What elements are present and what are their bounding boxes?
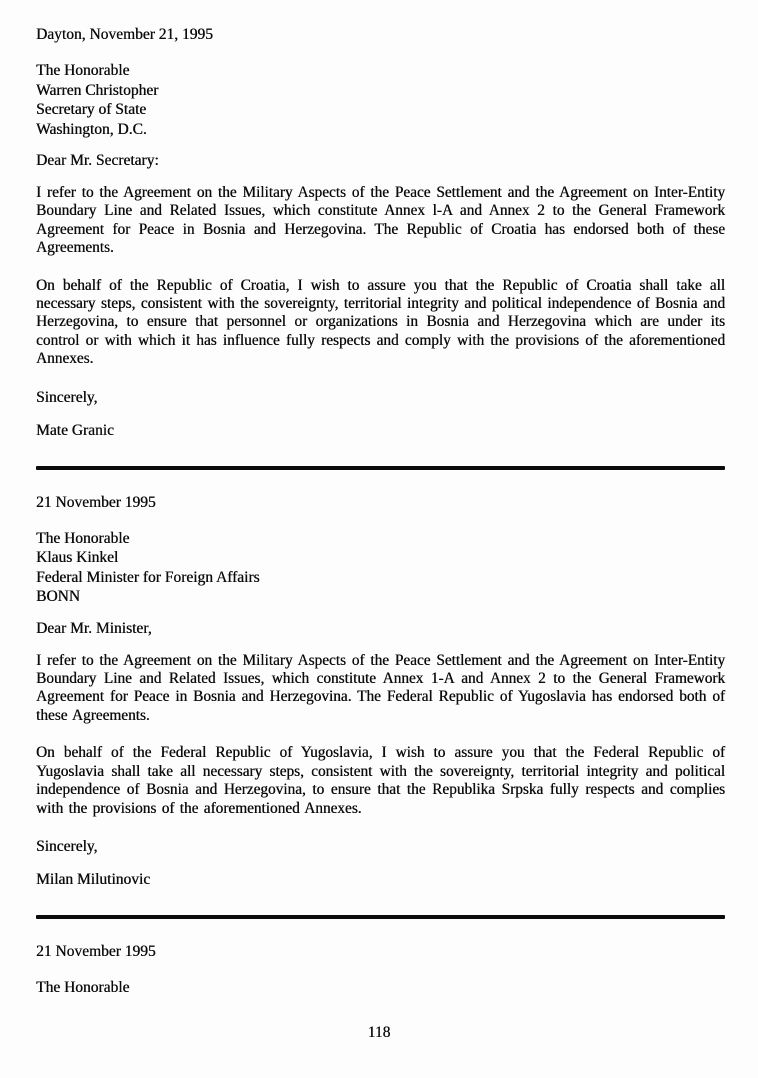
- signature-name: Milan Milutinovic: [36, 870, 151, 888]
- recipient-line: Washington, D.C.: [36, 120, 147, 138]
- recipient-line: Secretary of State: [36, 101, 147, 118]
- letter-yugoslavia: [36, 493, 725, 889]
- recipient-line: The Honorable: [36, 978, 130, 996]
- letter-date: 21 November 1995: [36, 942, 156, 960]
- page-number: 118: [367, 1024, 391, 1041]
- letter-paragraph: On behalf of the Republic of Croatia, I wish to assure you that the Republic of Croatia shall take all necessary steps, consistent with the sovereignty, territorial integrity and political independence of Bosnia and Herzegovina, to ensure that personnel or organizations in Bosnia and Herzegovina which are under its control or with which it has influence fully respects and comply with the provisions of the aforementioned Annexes.: [36, 276, 725, 368]
- closing: Sincerely,: [36, 837, 98, 855]
- letter-paragraph: On behalf of the Federal Republic of Yugoslavia, I wish to assure you that the Federal Republic of Yugoslavia shall take all necessary steps, consistent with the sovereignty, territorial integrity and political independence of Bosnia and Herzegovina, to ensure that the Republika Srpska fully respects and complies with the provisions of the aforementioned Annexes.: [36, 744, 725, 817]
- recipient-line: Federal Minister for Foreign Affairs: [36, 568, 260, 586]
- letter-paragraph: I refer to the Agreement on the Military Aspects of the Peace Settlement and the Agreement on Inter-Entity Boundary Line and Related Issues, which constitute Annex 1-A and Annex 2 to the General Framework Agreement for Peace in Bosnia and Herzegovina. The Federal Republic of Yugoslavia has endorsed both of these Agreements.: [36, 651, 725, 724]
- letter-date: Dayton, November 21, 1995: [36, 26, 213, 43]
- letter-date: 21 November 1995: [36, 493, 156, 511]
- letter-paragraph: I refer to the Agreement on the Military Aspects of the Peace Settlement and the Agreement on Inter-Entity Boundary Line and Related Issues, which constitute Annex l-A and Annex 2 to the General Framework Agreement for Peace in Bosnia and Herzegovina. The Republic of Croatia has endorsed both of these Agreements.: [36, 184, 725, 257]
- recipient-line: The Honorable: [36, 529, 130, 547]
- section-divider: [36, 466, 725, 470]
- letter-croatia: [36, 25, 725, 440]
- recipient-line: Klaus Kinkel: [36, 549, 119, 567]
- closing: Sincerely,: [36, 388, 98, 406]
- recipient-address: [36, 529, 725, 607]
- recipient-line: BONN: [36, 588, 80, 606]
- salutation: Dear Mr. Secretary:: [36, 152, 159, 169]
- recipient-address: [36, 61, 725, 139]
- signature-name: Mate Granic: [36, 421, 114, 439]
- letter-third-partial: [36, 942, 725, 998]
- recipient-address: [36, 978, 725, 998]
- section-divider: [36, 915, 725, 919]
- salutation: Dear Mr. Minister,: [36, 619, 152, 637]
- recipient-line: Warren Christopher: [36, 81, 159, 99]
- recipient-line: The Honorable: [36, 62, 130, 79]
